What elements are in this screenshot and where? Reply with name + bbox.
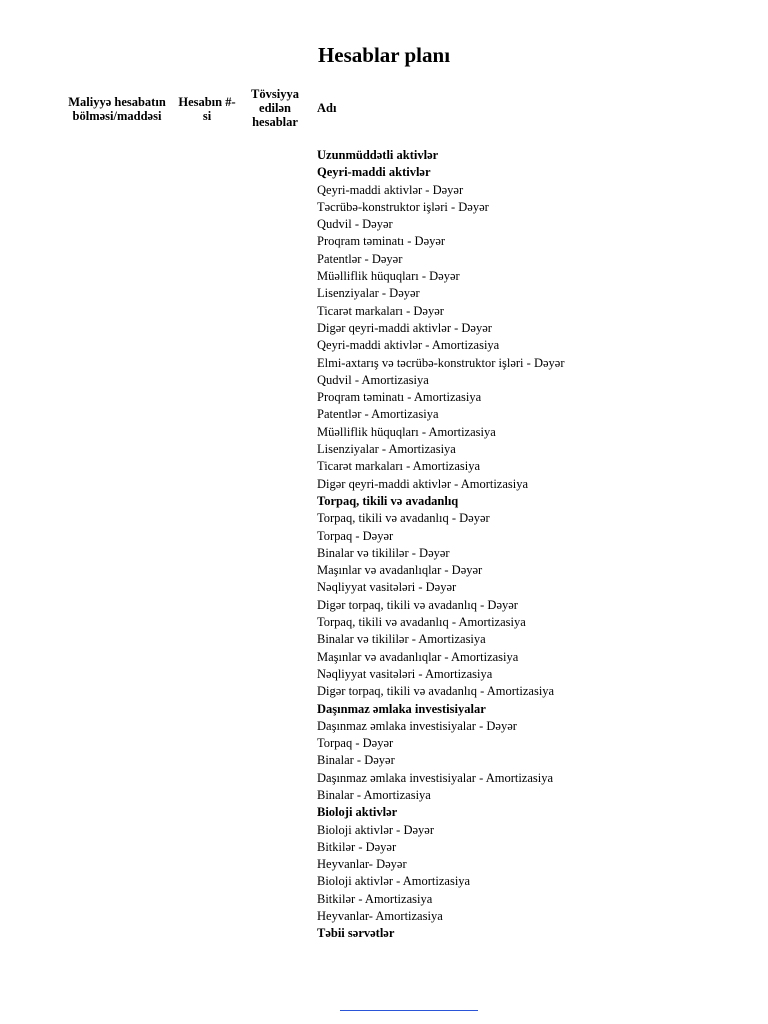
account-list-item: Daşınmaz əmlaka investisiyalar - Dəyər <box>317 718 517 733</box>
account-group-heading: Təbii sərvətlər <box>317 926 395 941</box>
account-list-item: Nəqliyyat vasitələri - Amortizasiya <box>317 666 493 681</box>
account-list-item: Torpaq - Dəyər <box>317 528 394 543</box>
account-list-item: Torpaq, tikili və avadanlıq - Amortizasiya <box>317 615 526 630</box>
account-list-item: Bioloji aktivlər - Dəyər <box>317 822 434 837</box>
account-list-item: Binalar və tikililər - Amortizasiya <box>317 632 486 647</box>
column-header-recommended-accounts: Tövsiyya edilən hesablar <box>251 87 299 129</box>
account-group-heading: Qeyri-maddi aktivlər <box>317 165 431 180</box>
account-list-item: Qeyri-maddi aktivlər - Amortizasiya <box>317 338 500 353</box>
page-title: Hesablar planı <box>317 43 451 67</box>
account-list-item: Heyvanlar- Dəyər <box>317 857 407 872</box>
account-list-item: Digər qeyri-maddi aktivlər - Amortizasiya <box>317 476 529 491</box>
column-header-name: Adı <box>317 101 337 115</box>
account-list-item: Digər torpaq, tikili və avadanlıq - Amortizasiya <box>317 684 555 699</box>
account-list-item: Binalar və tikililər - Dəyər <box>317 545 450 560</box>
account-list-item: Digər torpaq, tikili və avadanlıq - Dəyər <box>317 597 518 612</box>
account-list-item: Qudvil - Amortizasiya <box>317 372 429 387</box>
account-group-heading: Bioloji aktivlər <box>317 805 398 820</box>
account-list-item: Maşınlar və avadanlıqlar - Amortizasiya <box>317 649 519 664</box>
account-list-item: Proqram təminatı - Amortizasiya <box>317 390 482 405</box>
account-list-item: Bitkilər - Amortizasiya <box>317 891 433 906</box>
account-list-item: Müəlliflik hüquqları - Dəyər <box>317 269 460 284</box>
account-list-item: Lisenziyalar - Dəyər <box>317 286 420 301</box>
account-list-item: Torpaq - Dəyər <box>317 736 394 751</box>
account-list-item: Binalar - Dəyər <box>317 753 395 768</box>
account-group-heading: Torpaq, tikili və avadanlıq <box>317 493 459 508</box>
account-list-item: Qeyri-maddi aktivlər - Dəyər <box>317 182 464 197</box>
account-list-item: Təcrübə-konstruktor işləri - Dəyər <box>317 199 489 214</box>
account-list <box>317 147 564 943</box>
account-list-item: Ticarət markaları - Dəyər <box>317 303 444 318</box>
account-list-item: Heyvanlar- Amortizasiya <box>317 909 443 924</box>
account-list-item: Binalar - Amortizasiya <box>317 787 431 802</box>
account-list-item: Torpaq, tikili və avadanlıq - Dəyər <box>317 511 490 526</box>
account-list-item: Lisenziyalar - Amortizasiya <box>317 442 456 457</box>
account-group-heading: Daşınmaz əmlaka investisiyalar <box>317 701 486 716</box>
column-header-section: Maliyyə hesabatın bölməsi/maddəsi <box>68 95 166 123</box>
account-list-item: Proqram təminatı - Dəyər <box>317 234 446 249</box>
account-list-item: Qudvil - Dəyər <box>317 217 393 232</box>
account-list-item: Patentlər - Dəyər <box>317 251 403 266</box>
footer-link-underline[interactable] <box>340 1010 478 1011</box>
account-list-item: Ticarət markaları - Amortizasiya <box>317 459 481 474</box>
account-group-heading: Uzunmüddətli aktivlər <box>317 148 439 162</box>
account-list-item: Daşınmaz əmlaka investisiyalar - Amortizasiya <box>317 770 554 785</box>
account-list-item: Patentlər - Amortizasiya <box>317 407 439 422</box>
account-list-item: Bitkilər - Dəyər <box>317 839 397 854</box>
account-list-item: Müəlliflik hüquqları - Amortizasiya <box>317 424 496 439</box>
account-list-item: Nəqliyyat vasitələri - Dəyər <box>317 580 457 595</box>
account-list-item: Elmi-axtarış və təcrübə-konstruktor işləri - Dəyər <box>317 355 565 370</box>
account-list-item: Digər qeyri-maddi aktivlər - Dəyər <box>317 320 492 335</box>
account-list-item: Maşınlar və avadanlıqlar - Dəyər <box>317 563 483 578</box>
account-list-item: Bioloji aktivlər - Amortizasiya <box>317 874 471 889</box>
column-header-account-number: Hesabın #- si <box>178 95 236 123</box>
